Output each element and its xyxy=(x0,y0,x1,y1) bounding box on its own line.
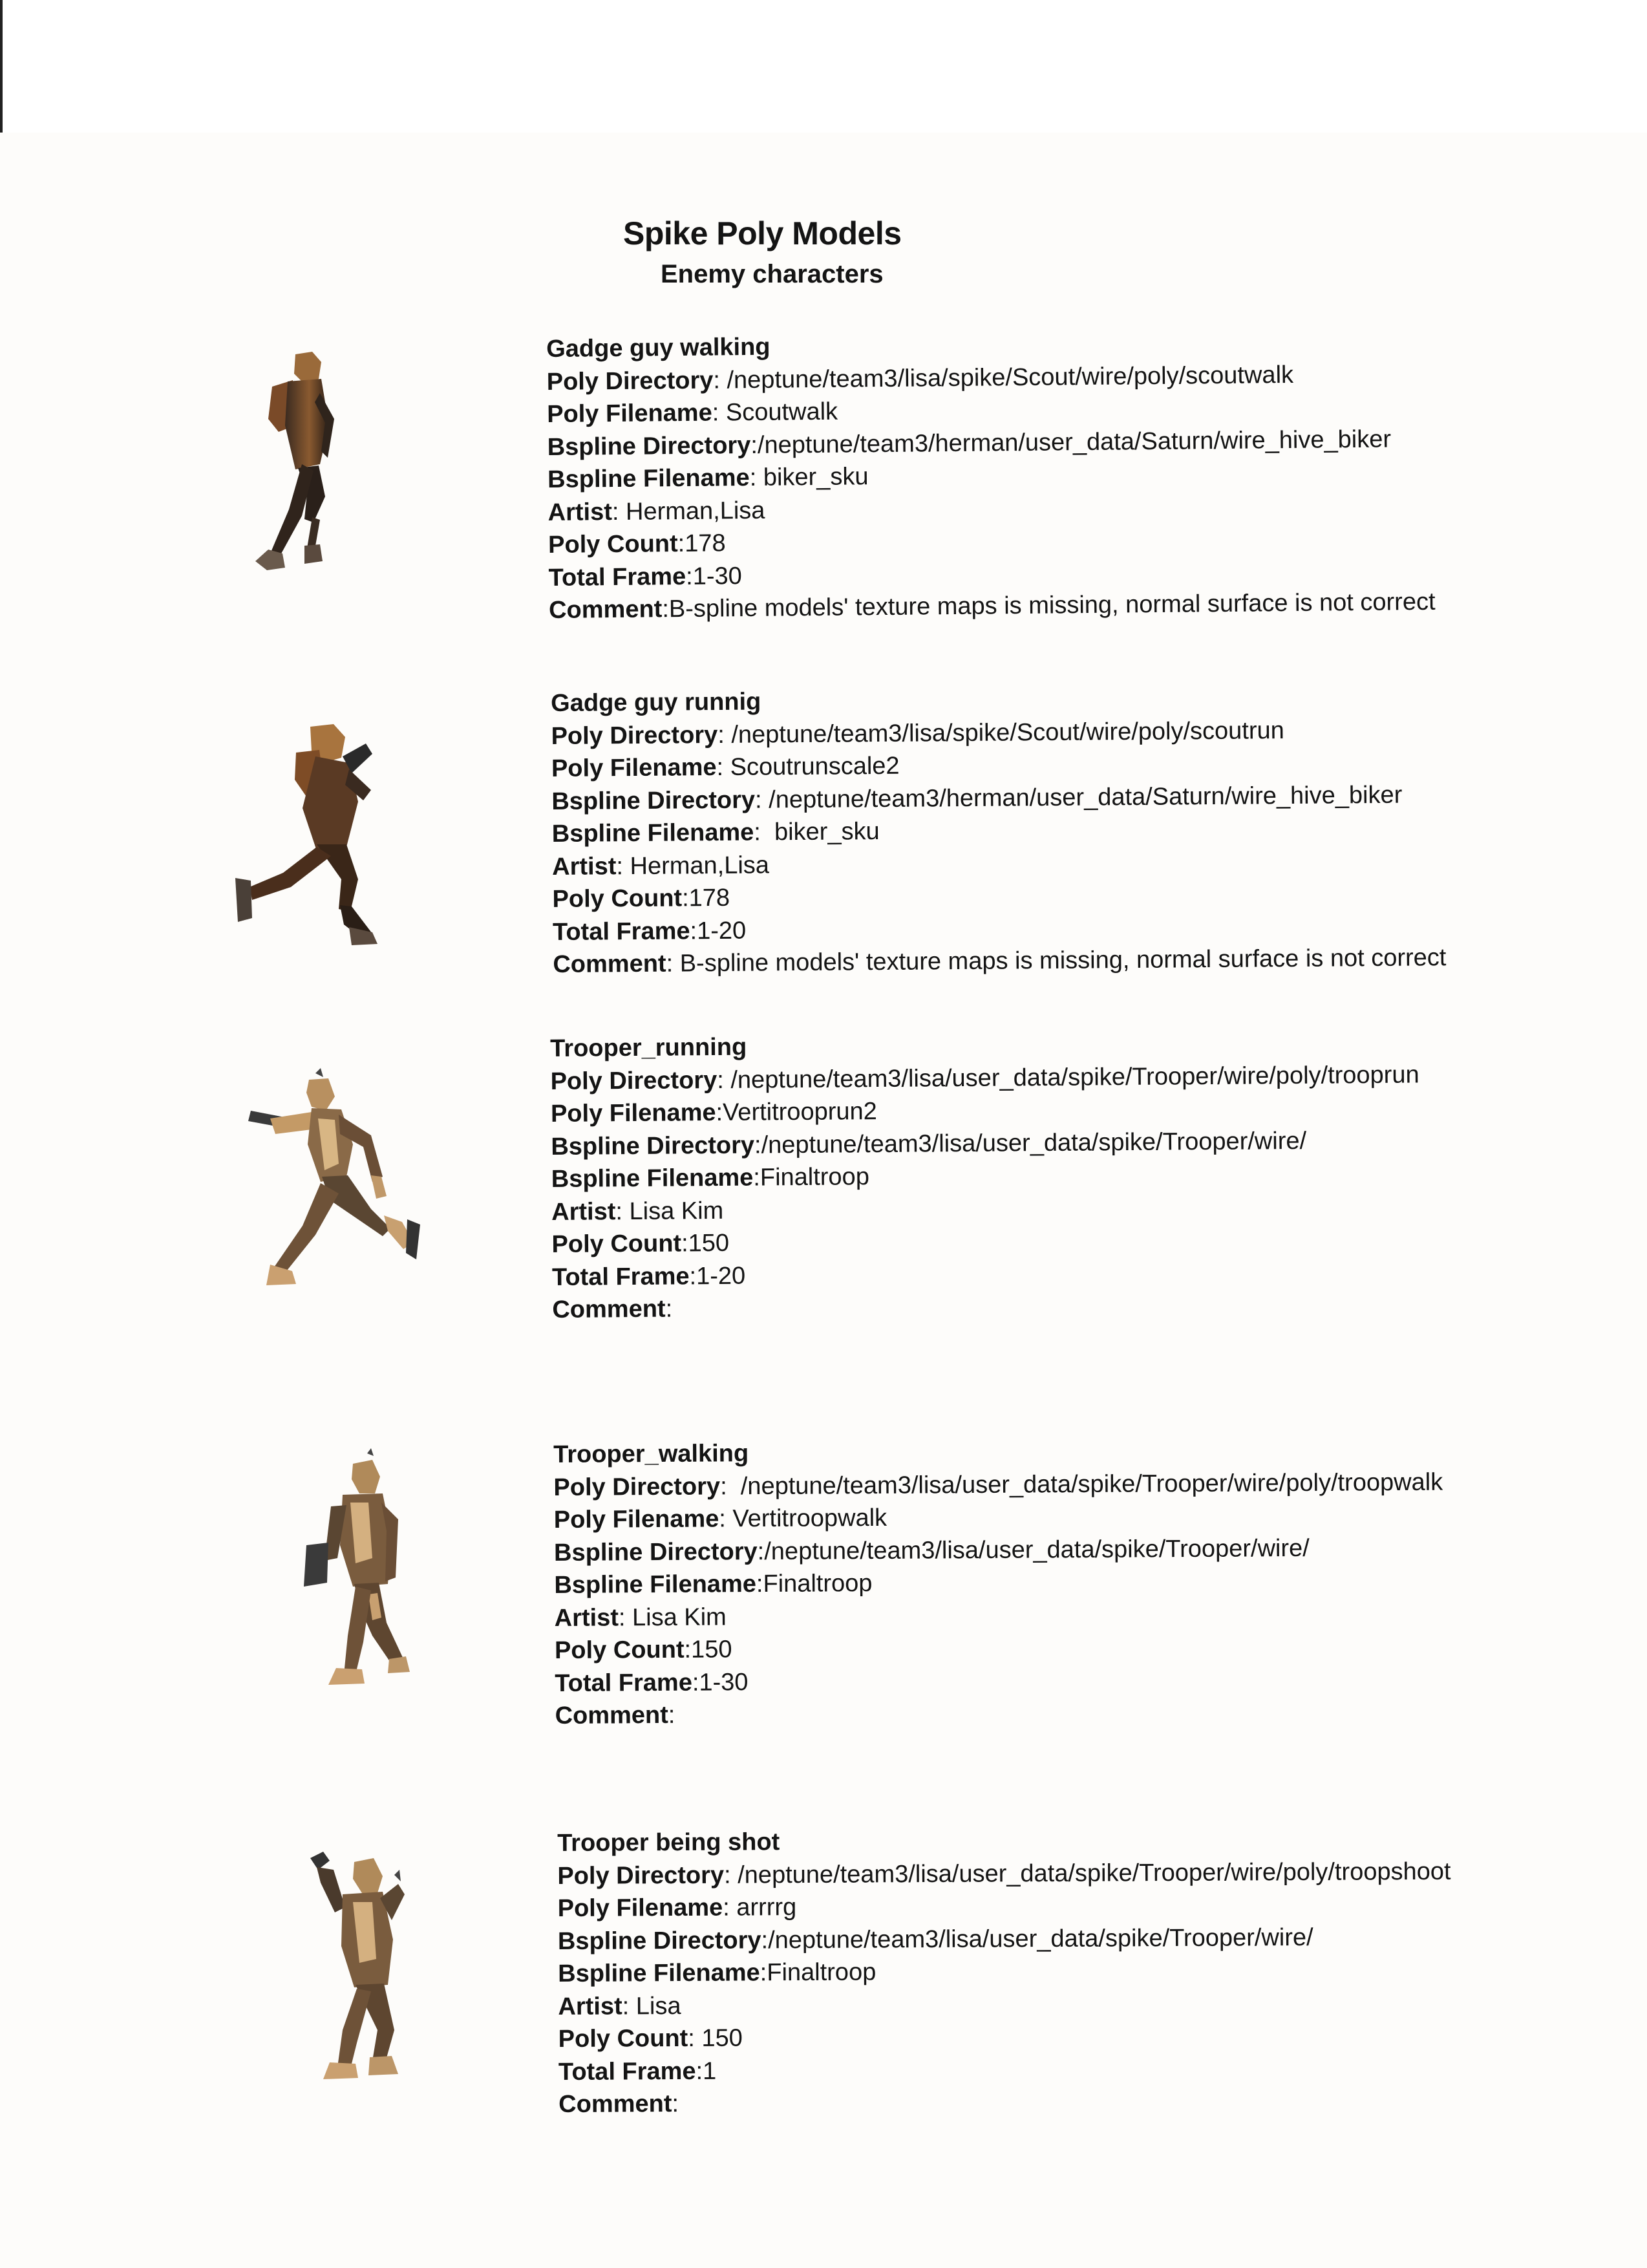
field-separator: : xyxy=(618,1603,633,1631)
field-value: /neptune/team3/herman/user_data/Saturn/wire_hive_biker xyxy=(757,425,1392,459)
field-row xyxy=(555,1695,1444,1733)
field-separator: : xyxy=(616,852,630,880)
field-key: Bspline Filename xyxy=(554,1570,757,1599)
field-value: B-spline models' texture maps is missing, normal surface is not correct xyxy=(679,944,1447,978)
field-separator: : xyxy=(685,562,693,590)
field-key: Poly Filename xyxy=(551,753,717,782)
field-value: 1-30 xyxy=(699,1668,749,1696)
field-key: Poly Count xyxy=(551,1230,682,1258)
field-separator: : xyxy=(615,1197,630,1225)
field-key: Poly Count xyxy=(558,2024,688,2053)
field-row xyxy=(555,1629,1444,1667)
field-value: 150 xyxy=(688,1229,730,1257)
field-separator: : xyxy=(677,530,685,558)
document-subtitle: Enemy characters xyxy=(661,260,884,288)
field-row xyxy=(555,1662,1444,1700)
field-row xyxy=(554,1531,1443,1569)
field-separator: : xyxy=(665,1295,673,1323)
field-value: /neptune/team3/lisa/user_data/spike/Trooper/wire/ xyxy=(768,1923,1313,1954)
field-row xyxy=(550,1058,1419,1098)
field-separator: : xyxy=(689,1262,697,1290)
field-key: Artist xyxy=(554,1603,619,1632)
field-key: Bspline Directory xyxy=(551,1131,755,1161)
field-key: Bspline Filename xyxy=(558,1959,760,1987)
field-row xyxy=(551,1124,1419,1163)
field-value: 178 xyxy=(685,530,726,557)
field-key: Bspline Filename xyxy=(551,818,754,848)
field-separator: : xyxy=(754,818,775,846)
field-row xyxy=(554,1499,1443,1537)
field-separator: : xyxy=(716,753,730,781)
field-key: Total Frame xyxy=(558,2057,696,2086)
field-separator: : xyxy=(688,2024,702,2052)
field-value: biker_sku xyxy=(763,463,869,491)
field-value: /neptune/team3/lisa/spike/Scout/wire/poly/scoutrun xyxy=(731,716,1284,749)
field-key: Poly Filename xyxy=(547,399,712,428)
field-key: Bspline Directory xyxy=(553,1537,758,1567)
field-separator: : xyxy=(666,950,680,978)
field-row xyxy=(552,1287,1421,1326)
field-key: Poly Directory xyxy=(557,1861,725,1890)
field-separator: : xyxy=(719,1505,733,1533)
field-key: Bspline Directory xyxy=(557,1926,761,1955)
field-value: Finaltroop xyxy=(760,1163,870,1192)
model-entry xyxy=(551,680,1447,981)
scout-running-figure-icon xyxy=(220,718,394,950)
field-separator: : xyxy=(662,595,670,623)
trooper-running-figure-icon xyxy=(244,1067,425,1293)
field-separator: : xyxy=(723,1861,738,1889)
field-separator: : xyxy=(690,917,697,945)
field-value: Scoutrunscale2 xyxy=(730,752,900,781)
field-value: /neptune/team3/herman/user_data/Saturn/wire_hive_biker xyxy=(768,781,1403,813)
field-value: Lisa Kim xyxy=(632,1603,727,1631)
field-key: Comment xyxy=(558,2090,672,2118)
field-value: 1-30 xyxy=(692,562,743,590)
field-key: Bspline Filename xyxy=(547,464,750,493)
field-separator: : xyxy=(712,399,727,427)
field-key: Total Frame xyxy=(555,1669,692,1697)
field-separator: : xyxy=(696,2057,703,2085)
field-value: /neptune/team3/lisa/user_data/spike/Trooper/wire/ xyxy=(761,1127,1307,1159)
field-row xyxy=(558,2084,1452,2121)
scan-edge-line xyxy=(0,0,3,133)
field-separator: : xyxy=(668,1701,675,1729)
field-value: arrrrg xyxy=(736,1894,797,1921)
field-separator: : xyxy=(760,1959,767,1987)
field-key: Comment xyxy=(553,950,666,978)
document-title: Spike Poly Models xyxy=(623,215,902,251)
field-key: Poly Directory xyxy=(551,721,718,750)
field-row xyxy=(558,2018,1452,2056)
field-separator: : xyxy=(756,1570,763,1598)
model-entry xyxy=(553,1433,1445,1733)
field-value: Vertitrooprun2 xyxy=(722,1098,877,1126)
field-separator: : xyxy=(719,1472,741,1500)
field-key: Comment xyxy=(548,595,663,624)
field-key: Poly Filename xyxy=(550,1098,716,1128)
field-value: 1 xyxy=(702,2057,717,2085)
field-value: Scoutwalk xyxy=(725,398,838,427)
field-row xyxy=(558,1920,1451,1958)
field-key: Artist xyxy=(551,1197,616,1226)
field-value: Herman,Lisa xyxy=(625,497,765,526)
field-value: Lisa xyxy=(635,1992,681,2020)
field-value: Finaltroop xyxy=(767,1958,877,1987)
field-key: Total Frame xyxy=(552,917,690,946)
model-entry xyxy=(557,1823,1452,2121)
field-key: Artist xyxy=(558,1992,622,2020)
model-entry xyxy=(546,325,1436,627)
field-separator: : xyxy=(684,1636,692,1664)
field-key: Artist xyxy=(552,852,617,881)
field-separator: : xyxy=(716,1098,723,1126)
trooper-shot-figure-icon xyxy=(297,1836,420,2095)
field-value: Vertitroopwalk xyxy=(732,1504,887,1533)
field-separator: : xyxy=(681,1230,688,1257)
field-key: Bspline Directory xyxy=(547,431,751,461)
field-value: B-spline models' texture maps is missing, normal surface is not correct xyxy=(668,588,1436,623)
field-key: Poly Count xyxy=(547,530,678,559)
field-value: 178 xyxy=(688,884,730,912)
field-value: 150 xyxy=(701,2024,743,2052)
field-value: /neptune/team3/lisa/user_data/spike/Trooper/wire/poly/troopwalk xyxy=(740,1468,1443,1500)
field-key: Poly Filename xyxy=(557,1894,723,1922)
entry-name: Gadge guy walking xyxy=(546,333,770,363)
field-row xyxy=(558,1953,1451,1991)
field-value: Herman,Lisa xyxy=(630,851,770,880)
field-row xyxy=(554,1564,1443,1602)
field-value: /neptune/team3/lisa/user_data/spike/Trooper/wire/ xyxy=(764,1534,1310,1565)
field-value: 1-20 xyxy=(696,917,747,945)
field-key: Bspline Filename xyxy=(551,1164,754,1193)
entry-name: Trooper being shot xyxy=(557,1828,780,1857)
entry-name: Trooper_running xyxy=(550,1033,747,1062)
field-value: 150 xyxy=(690,1636,732,1664)
trooper-walking-figure-icon xyxy=(291,1448,420,1694)
field-value: /neptune/team3/lisa/user_data/spike/Trooper/wire/poly/troopshoot xyxy=(738,1857,1451,1889)
field-separator: : xyxy=(757,1537,765,1565)
field-separator: : xyxy=(754,1131,761,1159)
field-separator: : xyxy=(713,366,727,394)
field-separator: : xyxy=(672,2090,679,2118)
field-key: Total Frame xyxy=(548,562,686,592)
field-value: 1-20 xyxy=(696,1262,746,1290)
field-separator: : xyxy=(753,1164,761,1192)
entry-name: Gadge guy runnig xyxy=(551,688,761,717)
field-separator: : xyxy=(761,1926,769,1954)
field-separator: : xyxy=(754,786,769,814)
model-entry xyxy=(550,1025,1421,1326)
field-value: /neptune/team3/lisa/spike/Scout/wire/poly/scoutwalk xyxy=(727,361,1294,394)
field-key: Artist xyxy=(547,498,613,526)
field-value: biker_sku xyxy=(774,818,880,846)
field-separator: : xyxy=(717,721,732,749)
field-row xyxy=(558,1985,1451,2023)
field-key: Poly Directory xyxy=(546,367,714,396)
field-separator: : xyxy=(622,1992,636,2020)
field-separator: : xyxy=(692,1669,699,1696)
field-value: /neptune/team3/lisa/user_data/spike/Trooper/wire/poly/trooprun xyxy=(730,1060,1419,1094)
field-key: Poly Count xyxy=(552,884,683,913)
scout-walking-figure-icon xyxy=(242,348,359,581)
field-separator: : xyxy=(749,464,764,491)
field-row xyxy=(558,2051,1452,2088)
field-key: Comment xyxy=(552,1295,666,1323)
field-key: Poly Filename xyxy=(553,1505,719,1534)
field-key: Comment xyxy=(555,1701,668,1729)
field-row xyxy=(557,1855,1450,1892)
field-separator: : xyxy=(681,884,689,912)
field-key: Bspline Directory xyxy=(551,786,756,815)
field-separator: : xyxy=(723,1894,737,1921)
scan-margin-top xyxy=(0,0,1647,133)
field-row xyxy=(553,1466,1443,1504)
entry-name: Trooper_walking xyxy=(553,1440,749,1468)
field-separator: : xyxy=(750,431,758,459)
field-key: Poly Count xyxy=(554,1636,685,1664)
field-row xyxy=(555,1596,1444,1634)
field-value: Lisa Kim xyxy=(629,1197,724,1225)
field-key: Poly Directory xyxy=(550,1066,717,1095)
field-key: Total Frame xyxy=(551,1262,690,1291)
field-key: Poly Directory xyxy=(553,1472,721,1501)
field-separator: : xyxy=(717,1066,731,1094)
field-row xyxy=(558,1888,1451,1925)
field-separator: : xyxy=(611,498,626,526)
field-value: Finaltroop xyxy=(763,1569,873,1598)
